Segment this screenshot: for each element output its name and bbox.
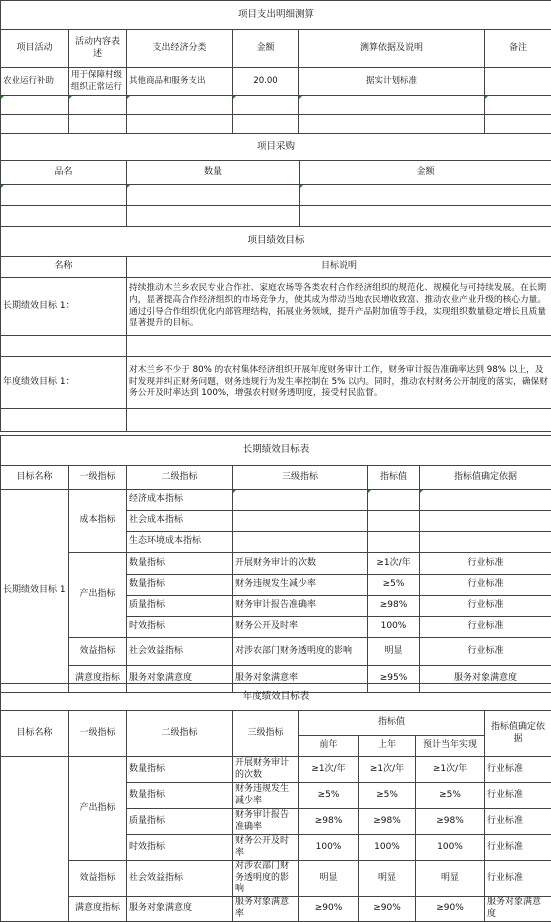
value-cell (368, 532, 420, 553)
basis-cell: 行业标准 (420, 617, 551, 638)
empty-cell (127, 185, 300, 206)
level2-cell: 社会效益指标 (127, 861, 233, 897)
empty-cell (299, 96, 485, 115)
value-prev-cell: ≥90% (359, 897, 416, 922)
header-goal-desc: 目标说明 (127, 257, 551, 278)
value-prev2-cell: ≥98% (299, 809, 359, 835)
level2-cell: 数量指标 (127, 575, 233, 596)
detail-title: 项目支出明细测算 (1, 1, 551, 30)
level1-cell: 产出指标 (69, 553, 127, 638)
header-value: 指标值 (299, 711, 485, 736)
value-cell: 明显 (368, 638, 420, 666)
value-current-cell: ≥90% (416, 897, 485, 922)
level3-cell (233, 532, 368, 553)
header-item-name: 品名 (1, 161, 127, 185)
level3-cell: 财务公开及时率 (233, 617, 368, 638)
level3-cell: 财务审计报告准确率 (233, 596, 368, 617)
procurement-table (0, 133, 551, 227)
basis-cell: 行业标准 (485, 783, 551, 809)
header-value: 指标值 (368, 466, 420, 490)
level3-cell: 开展财务审计的次数 (233, 553, 368, 575)
value-prev-cell: ≥5% (359, 783, 416, 809)
procurement-title: 项目采购 (1, 134, 551, 161)
long-goal-label: 长期绩效目标 1： (1, 278, 127, 336)
empty-cell (300, 206, 551, 227)
value-prev-cell: ≥1次/年 (359, 757, 416, 783)
header-prev-year: 上年 (359, 736, 416, 757)
empty-cell (485, 115, 551, 134)
empty-cell (299, 115, 485, 134)
level3-cell: 财务公开及时率 (233, 835, 299, 861)
header-level3: 三级指标 (233, 466, 368, 490)
value-cell: ≥1次/年 (368, 553, 420, 575)
value-cell: ≥98% (368, 596, 420, 617)
long-term-table (0, 435, 551, 693)
level2-cell: 数量指标 (127, 783, 233, 809)
goals-table (0, 226, 551, 432)
basis-cell: 行业标准 (420, 638, 551, 666)
empty-cell (485, 96, 551, 115)
level3-cell: 对涉农部门财务透明度的影响 (233, 638, 368, 666)
value-prev2-cell: ≥5% (299, 783, 359, 809)
level3-cell (233, 490, 368, 511)
header-target-name: 目标名称 (1, 466, 69, 490)
empty-cell (1, 185, 127, 206)
empty-cell (300, 185, 551, 206)
value-prev-cell: 明显 (359, 861, 416, 897)
detail-table (0, 0, 551, 134)
level1-cell: 产出指标 (69, 757, 127, 861)
value-prev-cell: 100% (359, 835, 416, 861)
value-current-cell: ≥98% (416, 809, 485, 835)
header-econ-class: 支出经济分类 (127, 30, 233, 68)
detail-amount: 20.00 (233, 68, 299, 96)
header-content: 活动内容表述 (69, 30, 127, 68)
value-current-cell: 明显 (416, 861, 485, 897)
basis-cell: 服务对象满意度 (420, 666, 551, 693)
basis-cell: 行业标准 (485, 861, 551, 897)
level3-cell (233, 511, 368, 532)
header-level1: 一级指标 (69, 466, 127, 490)
level1-cell: 满意度指标 (69, 666, 127, 693)
value-current-cell: ≥5% (416, 783, 485, 809)
level3-cell: 服务对象满意率 (233, 897, 299, 922)
level1-cell: 成本指标 (69, 490, 127, 553)
detail-basis: 据实计划标准 (299, 68, 485, 96)
header-level3: 三级指标 (233, 711, 299, 757)
empty-cell (127, 115, 233, 134)
basis-cell: 服务对象满意度 (485, 897, 551, 922)
basis-cell (420, 532, 551, 553)
level2-cell: 时效指标 (127, 617, 233, 638)
value-cell (368, 490, 420, 511)
header-goal-name: 名称 (1, 257, 127, 278)
header-level1: 一级指标 (69, 711, 127, 757)
empty-cell (1, 115, 69, 134)
detail-content: 用于保障村级组织正常运行 (69, 68, 127, 96)
goals-title: 项目绩效目标 (1, 227, 551, 257)
annual-goal-label: 年度绩效目标 1： (1, 357, 127, 409)
level3-cell: 服务对象满意率 (233, 666, 368, 693)
header-target-name: 目标名称 (1, 711, 69, 757)
empty-cell (127, 409, 551, 432)
header-amount: 金额 (233, 30, 299, 68)
annual-goal-text: 对木兰乡不少于 80% 的农村集体经济组织开展年度财务审计工作，财务审计报告准确率达到 98% 以上，及时发现并纠正财务问题，财务违规行为发生率控制在 5% 以内。同时，推动农村财务公开制度的落实，确保财务公开及时率达到 100%，增强农村财务透明度，接受村民监督。 (127, 357, 551, 409)
level3-cell: 财务违规发生减少率 (233, 783, 299, 809)
level2-cell: 生态环境成本指标 (127, 532, 233, 553)
empty-cell (1, 409, 127, 432)
empty-cell (69, 96, 127, 115)
empty-cell (127, 336, 551, 357)
level2-cell: 社会成本指标 (127, 511, 233, 532)
level3-cell: 财务违规发生减少率 (233, 575, 368, 596)
annual-goal-name-cell (1, 757, 69, 922)
header-value-basis: 指标值确定依据 (485, 711, 551, 757)
long-goal-name: 长期绩效目标 1 (1, 490, 69, 693)
value-cell: 100% (368, 617, 420, 638)
level2-cell: 服务对象满意度 (127, 666, 233, 693)
basis-cell: 行业标准 (485, 757, 551, 783)
level3-cell: 开展财务审计的次数 (233, 757, 299, 783)
header-proc-amount: 金额 (300, 161, 551, 185)
empty-cell (127, 96, 233, 115)
basis-cell (420, 490, 551, 511)
value-cell: ≥95% (368, 666, 420, 693)
level2-cell: 数量指标 (127, 553, 233, 575)
header-current-year: 预计当年实现 (416, 736, 485, 757)
detail-econ-class: 其他商品和服务支出 (127, 68, 233, 96)
header-value-basis: 指标值确定依据 (420, 466, 551, 490)
header-level2: 二级指标 (127, 711, 233, 757)
basis-cell: 行业标准 (485, 835, 551, 861)
empty-cell (1, 206, 127, 227)
value-prev2-cell: ≥90% (299, 897, 359, 922)
level2-cell: 质量指标 (127, 596, 233, 617)
header-activity: 项目活动 (1, 30, 69, 68)
header-note: 备注 (485, 30, 551, 68)
empty-cell (1, 96, 69, 115)
empty-cell (69, 115, 127, 134)
level2-cell: 数量指标 (127, 757, 233, 783)
basis-cell (420, 511, 551, 532)
value-cell: ≥5% (368, 575, 420, 596)
value-prev2-cell: ≥1次/年 (299, 757, 359, 783)
value-cell (368, 511, 420, 532)
basis-cell: 行业标准 (420, 575, 551, 596)
header-prev2-year: 前年 (299, 736, 359, 757)
level2-cell: 服务对象满意度 (127, 897, 233, 922)
annual-table-title: 年度绩效目标表 (1, 684, 551, 711)
header-level2: 二级指标 (127, 466, 233, 490)
annual-table (0, 683, 551, 922)
empty-cell (1, 336, 127, 357)
level1-cell: 效益指标 (69, 638, 127, 666)
basis-cell: 行业标准 (420, 596, 551, 617)
level1-cell: 满意度指标 (69, 897, 127, 922)
long-goal-text: 持续推动木兰乡农民专业合作社、家庭农场等各类农村合作经济组织的规范化、规模化与可持续发展。在长期内，显著提高合作经济组织的市场竞争力，使其成为带动当地农民增收致富、推动农业产业升级的核心力量。通过引导合作组织优化内部管理结构，拓展业务领域，提升产品附加值等手段，实现组织数量稳定增长且质量显著提升的目标。 (127, 278, 551, 336)
header-basis: 测算依据及说明 (299, 30, 485, 68)
basis-cell: 行业标准 (420, 553, 551, 575)
level3-cell: 财务审计报告准确率 (233, 809, 299, 835)
value-current-cell: 100% (416, 835, 485, 861)
value-prev2-cell: 明显 (299, 861, 359, 897)
long-table-title: 长期绩效目标表 (1, 436, 551, 466)
value-prev-cell: ≥98% (359, 809, 416, 835)
value-prev2-cell: 100% (299, 835, 359, 861)
empty-cell (233, 115, 299, 134)
detail-activity: 农业运行补助 (1, 68, 69, 96)
level2-cell: 时效指标 (127, 835, 233, 861)
level2-cell: 质量指标 (127, 809, 233, 835)
empty-cell (127, 206, 300, 227)
empty-cell (233, 96, 299, 115)
level3-cell: 对涉农部门财务透明度的影响 (233, 861, 299, 897)
level2-cell: 社会效益指标 (127, 638, 233, 666)
level2-cell: 经济成本指标 (127, 490, 233, 511)
basis-cell: 行业标准 (485, 809, 551, 835)
value-current-cell: ≥1次/年 (416, 757, 485, 783)
header-quantity: 数量 (127, 161, 300, 185)
detail-note (485, 68, 551, 96)
level1-cell: 效益指标 (69, 861, 127, 897)
